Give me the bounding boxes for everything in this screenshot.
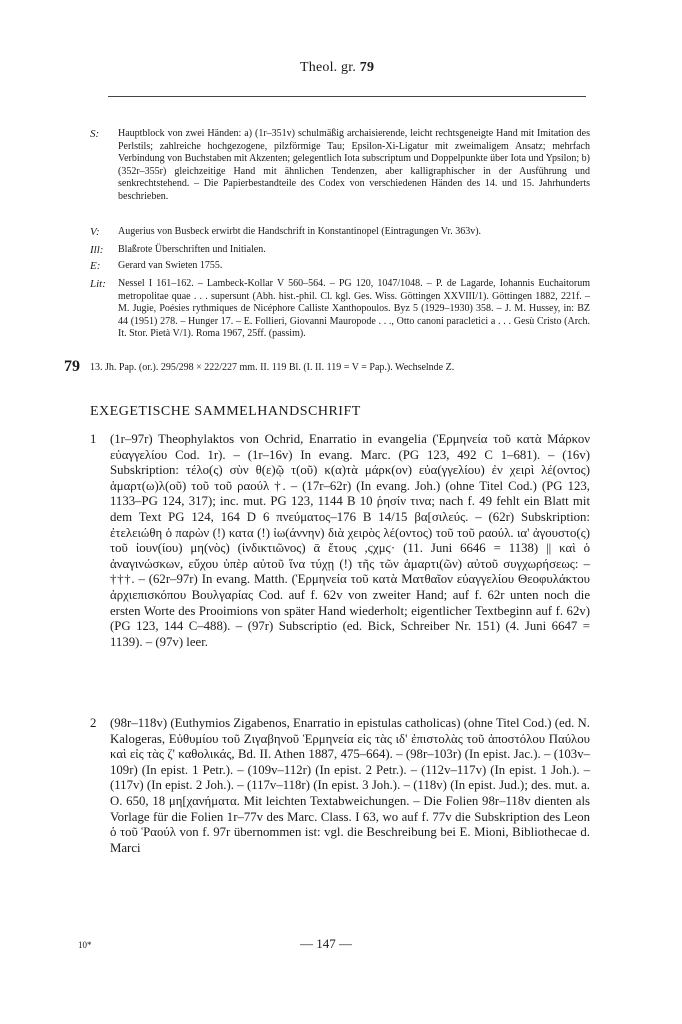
content-item xyxy=(90,432,590,650)
section-title: EXEGETISCHE SAMMELHANDSCHRIFT xyxy=(90,404,361,419)
meta-text: Nessel I 161–162. – Lambeck-Kollar V 560–564. – PG 120, 1047/1048. – P. de Lagarde, Iohannis Euchaitorum metropolitae quae . . . supersunt (Abh. hist.-phil. Cl. kgl. Ges. Wiss. Göttingen XXVIII/1). Göttingen 1882, 221f. – M. Jugie, Poésies rythmiques de Nicéphore Calliste Xanthopoulos. Byz 5 (1929–1930) 358. – J. M. Hussey, in: BZ 44 (1951) 278. – Hunger 17. – E. Follieri, Giovanni Mauropode . . ., Otto canoni paracletici a . . . Gesù Cristo (Arch. It. Stor. Pietà V/1). Roma 1967, 25ff. (passim). xyxy=(118,278,590,339)
meta-text: Blaßrote Überschriften und Initialen. xyxy=(118,244,266,255)
header-rule xyxy=(108,96,586,97)
meta-label: E: xyxy=(90,260,101,272)
entry-number: 79 xyxy=(64,358,80,375)
meta-label: V: xyxy=(90,226,100,238)
page-number: — 147 — xyxy=(300,936,352,951)
content-item xyxy=(90,716,590,856)
item-text: (98r–118v) (Euthymios Zigabenos, Enarratio in epistulas catholicas) (ohne Titel Cod.) (ed. N. Kalogeras, Εὐθυμίου τοῦ Ζιγαβηνοῦ Ἑρμηνεία εἰς τὰς ιδ' ἐπιστολὰς τοῦ ἀποστόλου Παύλου καὶ εἰς τὰς ζ' καθολικάς, Bd. II. Athen 1887, 475–664). – (98r–103r) (In epist. Jac.). – (103v–109r) (In epist. 1 Petr.). – (109v–112r) (In epist. 2 Petr.). – (112v–117v) (In epist. 1 Joh.). – (117v) (In epist. 2 Joh.). – (117v–118r) (In epist. 3 Joh.). – (118v) (In epist. Jud.); des. mut. a. O. 650, 18 μη[χανήματα. Mit leichten Textabweichungen. – Die Folien 98r–118v dienten als Vorlage für die Folien 1r–77v des Marc. Class. I 63, wo auf f. 77v die Subskription des Leon ὁ τοῦ Ῥαούλ von f. 97r übernommen ist: vgl. die Beschreibung bei E. Mioni, Bibliothecae d. Marci xyxy=(110,716,590,855)
meta-label: Ill: xyxy=(90,244,104,256)
running-head-number: 79 xyxy=(359,60,375,75)
meta-literature xyxy=(90,278,590,341)
running-title: Theol. gr. xyxy=(300,60,357,75)
meta-text: Hauptblock von zwei Händen: a) (1r–351v) schulmäßig archaisierende, leicht rechtsgeneigte Hand mit Imitation des Perlstils; zahlreiche hochgezogene, pilzförmige Tau; Epsilon-Xi-Ligatur mit zweimaligem Ansatz; mehrfach Verbindung von Buchstaben mit Akzenten; gelegentlich Iota subscriptum und Doppelpunkte über Iota und Ypsilon; b) (352r–355r) gleichzeitige Hand mit ähnlichen Tendenzen, aber kalligraphischer in der Ausführung und senkrechtstehend. – Die Papierbestandteile des Codex von verschiedenen Händen des 14. und 15. Jahrhunderts beschrieben. xyxy=(118,128,590,202)
meta-text: Gerard van Swieten 1755. xyxy=(118,260,223,271)
running-head xyxy=(300,60,374,76)
item-number: 1 xyxy=(90,432,97,446)
item-text: (1r–97r) Theophylaktos von Ochrid, Enarratio in evangelia (Ἑρμηνεία τοῦ κατὰ Μάρκον εὐαγγελίου Cod. 1r). – (1r–16v) In evang. Marc. (PG 123, 492 C 1–681). – (16v) Subskription: τέλο(ς) σὺν θ(ε)ῷ τ(οῦ) κ(α)τὰ μάρκ(ον) εὐα(γγελίου) ἐν χειρὶ λέ(οντος) ἁμαρτ(ω)λ(οῦ) τοῦ τοῦ ραούλ †. – (17r–62r) (In evang. Joh.) (ohne Titel Cod.) (PG 123, 1133–PG 124, 317); inc. mut. PG 123, 1144 B 10 ῥησίν τινα; nach f. 49 fehlt ein Blatt mit dem Text PG 124, 164 D 6 πνεύματος–176 B 14/15 βα[σιλεύς. – (62r) Subskription: ἐτελειώθη ὁ παρὼν (!) κατα (!) ἰω(άννην) διὰ χειρὸς λέ(οντος) τοῦ τοῦ ραούλ. ια' ἀγουστο(ς) τοῦ ἰουν(ίου) μη(νὸς) (ἰνδικτιῶνος) ᾱ ἔτους ,ϛχμϛ· (11. Juni 6646 = 1138) || καὶ ὁ ἀναγινώσκων, εὔχου ὑπὲρ αὐτοῦ ἵνα τύχῃ (!) τῆς τῶν ἁμαρτι(ῶν) αὐτοῦ συγχωρήσεως: – †††. – (62r–97r) In evang. Matth. (Ἑρμηνεία τοῦ κατὰ Ματθαῖον εὐαγγελίου Θεοφυλάκτου ἀρχιεπισκόπου Βουλγαρίας Cod. auf f. 62v von zweiter Hand; auf f. 62r unten noch die ersten Worte des Prooimions von später Hand wiederholt; eigentlicher Textbeginn auf f. 62v) (PG 123, 144 C–488). – (97r) Subscriptio (ed. Bick, Schreiber Nr. 151) (4. Juni 6647 = 1139). – (97v) leer. xyxy=(110,432,590,649)
signature-mark: 10* xyxy=(78,940,92,950)
entry-description: 13. Jh. Pap. (or.). 295/298 × 222/227 mm. II. 119 Bl. (I. II. 119 = V = Pap.). Wechselnde Z. xyxy=(90,362,455,373)
item-number: 2 xyxy=(90,716,97,730)
meta-label: Lit: xyxy=(90,278,106,290)
meta-label: S: xyxy=(90,128,100,140)
meta-binding xyxy=(90,260,590,273)
meta-illumination xyxy=(90,244,590,257)
meta-script xyxy=(90,128,590,203)
meta-text: Augerius von Busbeck erwirbt die Handschrift in Konstantinopel (Eintragungen Vr. 363v). xyxy=(118,226,482,237)
meta-provenance xyxy=(90,226,590,239)
